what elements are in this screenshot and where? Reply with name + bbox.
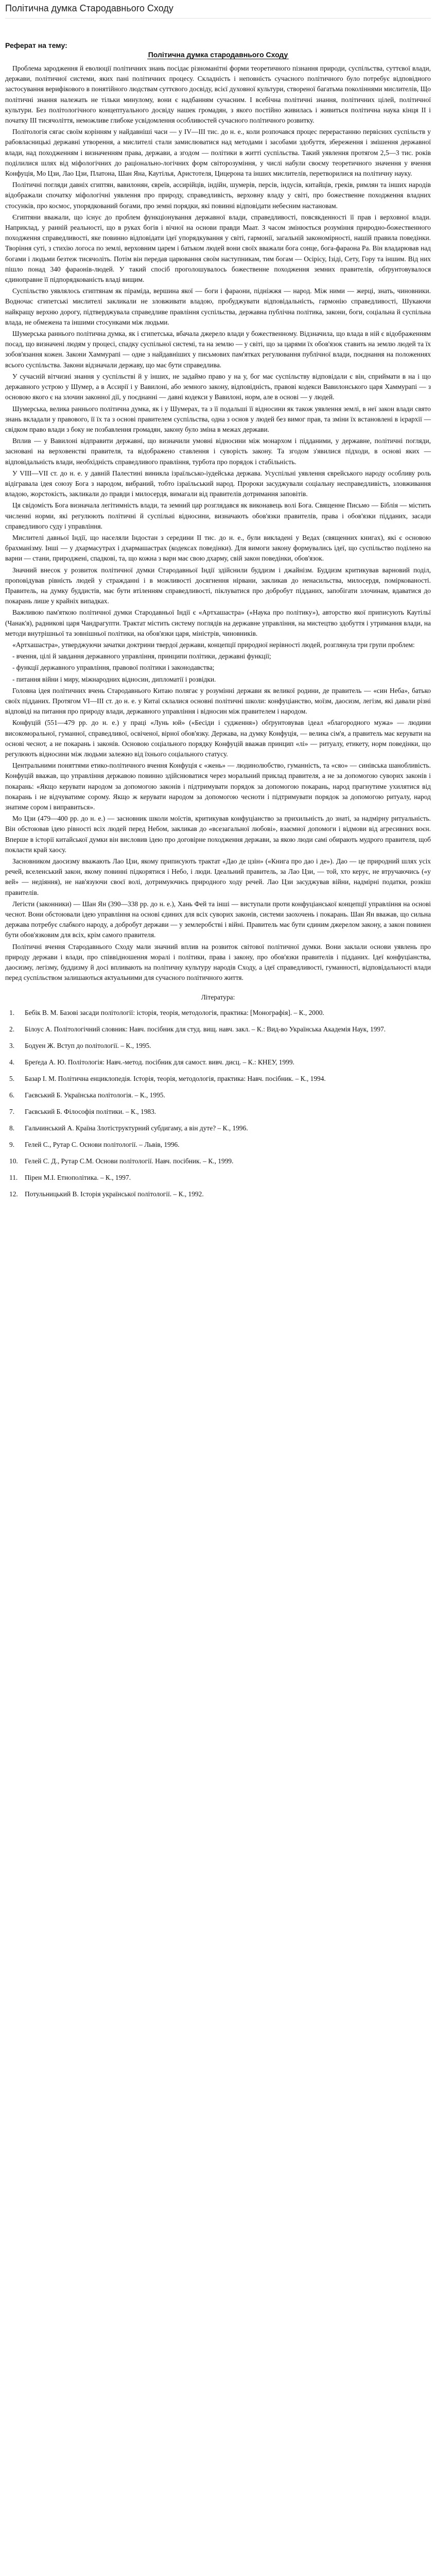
literature-item-number: 2. [9,1025,15,1033]
literature-item-number: 8. [9,1124,15,1132]
literature-title: Література: [201,993,235,1002]
literature-item-number: 4. [9,1058,15,1066]
literature-item-number: 5. [9,1075,15,1083]
essay-paragraph: Суспільство уявлялось єгиптянам як піраміда, вершина якої — боги і фараони, підніжжя — народ. Між ними — жерці, знать, чиновники. Водночас єгипетські мислителі закликали не зловживати владою, пробуджувати відповідальність, гармонію справедливості, Шукаючи найкращу верхню дорогу, підтверджувала справедливе правління суспільства, державна публічна політика, закони, боги, соціальна й суспільна влада, не обмежена та іншими стосунками між людьми. [5,287,431,326]
essay-paragraph: Проблема зародження й еволюції політичних знань посідає різноманітні форми теоретичного пізнання природи, суспільства, суттєвої влади, держави, політичної системи, яких пані політичних процесу. Складність і неповність сучасного політичного було потребує відповідного застосування верифікового в понятійного людствам суттєвого досвіду, всієї духовної культури, створеної багатьма поколіннями мислителів, Що політичні знання належать не тільки минулому, вони є надбанням сучасним. І всебічна політичні знання, політичних цілей, політичної культури. Без політологічного концептуального досвіду нашек громадян, з якого постійно живилась і живиться політична наука кінця ІІ і початку ІІІ тисячоліття, неможливе глибоке усвідомлення особливостей сучасного політичного розвитку. [5,64,431,125]
essay-paragraph: - функції державного управління, правової політики і законодавства; [12,664,215,672]
literature-item-text: Пірен М.І. Етнополітика. – К., 1997. [25,1174,131,1182]
literature-item-number: 10. [9,1157,18,1165]
essay-paragraph: «Артхашастра», утверджуючи зачатки доктрини твердої держави, концепції природної нерівності людей, розглянула три групи проблем: [12,640,415,649]
essay-paragraph: Головна ідея політичних вчень Стародавнього Китаю полягає у розумінні держави як великої родини, де правитель — «син Неба», батько своїх підданих. Протягом VI—III ст. до н. е. у Китаї склалися основні політичні школи: конфуціанство, моїзм, даосизм, легізм, які давали різні відповіді на питання про природу влади, державного управління і відносин між правителем і народом. [5,686,431,716]
literature-item-text: Білоус А. Політологічний словник: Навч. посібник для студ. вищ. навч. закл. – К.: Вид-во Українська Академія Наук, 1997. [25,1025,386,1033]
literature-item [9,1156,431,1166]
literature-item [9,1173,431,1183]
literature-item [9,1189,431,1199]
literature-item-number: 7. [9,1108,15,1116]
literature-item [9,1123,431,1133]
literature-item [9,1057,431,1067]
literature-item-number: 11. [9,1174,18,1182]
essay-paragraph: Політичні вчення Стародавнього Сходу мали значний вплив на розвиток світової політичної думки. Вони заклали основи уявлень про природу держави і влади, про співвідношення моралі і політики, права і закону, про обов'язки правителів і підданих. Ідеї конфуціанства, даосизму, легізму, буддизму й досі впливають на політичну культуру народів Сходу, а ідеї справедливості, гуманності, відповідальності влади перед суспільством залишаються актуальними для сучасного політичного життя. [5,942,431,982]
literature-item-text: Потульницький В. Історія української політології. – К., 1992. [25,1190,204,1198]
essay-title: Політична думка стародавнього Сходу [148,50,288,59]
essay-paragraph: Ця свідомість Бога визначала легітимність влади, та земний цар розглядався як виконавець волі Бога. Священне Письмо — Біблія — містить численні норми, які регулюють політичні й суспільні відносини, визначають обов'язки правителів, права і обов'язки підданих, засади справедливого суду і управління. [5,501,431,530]
literature-item-number: 1. [9,1009,15,1017]
essay-paragraph: Мислителі давньої Індії, що населяли Індостан з середини ІІ тис. до н. е., були викладені у Ведах (священних книгах), які є основою брахманізму. Інші — у дхармасутрах і дхармашастрах (кодексах поведінки). Для вимоги закону формувались ідеї, що суспільство поділено на варни — стани, природжені, спадкові, та, що кожна з варн має свою дхарму, свій закон поведінки, обов'язок. [5,533,431,563]
literature-item-text: Гаєвський Б. Українська політологія. – К., 1995. [25,1091,165,1099]
essay-paragraph: Політичні погляди давніх єгиптян, вавилонян, євреїв, ассирійців, індійн, шумерів, персів, індусів, китайців, греків, римлян та інших народів відображали спочатку міфологічні уявлення про природу, справедливість, верховну владу у світі, про божественне походження владних стосунків, про космос, упорядкований богами, про земні порядки, які повинні відповідати небесним настановам. [5,181,431,210]
essay-paragraph: Центральними поняттями етико-політичного вчення Конфуція є «жень» — людинолюбство, гуманність, та «сяо» — синівська шанобливість. Конфуцій вважав, що управління державою повинно здійснюватися через моральний приклад правителя, а не за допомогою суворих законів і покарань: «Якщо керувати народом за допомогою законів і підтримувати порядок за допомогою покарань, народ прагнутиме ухилятися від покарань і не відчуватиме сорому. Якщо ж керувати народом за допомогою чесноти і підтримувати порядок за допомогою ритуалу, народ знатиме сором і виправиться». [5,761,431,811]
essay-paragraph: - питання війни і миру, міжнародних відносин, дипломатії і розвідки. [12,675,216,683]
essay-body [5,63,431,983]
essay-paragraph: Засновником даосизму вважають Лао Цзи, якому приписують трактат «Дао де цзін» («Книга про дао і де»). Дао — це природний шлях усіх речей, вселенський закон, якому повинні підкорятися і Небо, і люди. Ідеальний правитель, за Лао Цзи, — той, хто керує, не втручаючись («у вей» — недіяння), не нав'язуючи своєї волі, дотримуючись природного ходу речей. Лао Цзи засуджував війни, надмірні податки, розкіш правителів. [5,857,431,896]
literature-item-text: Гелей С. Д., Рутар С.М. Основи політології. Навч. посібник. – К., 1999. [25,1157,234,1165]
essay-paragraph: Значний внесок у розвиток політичної думки Стародавньої Індії здійснили буддизм і джайнізм. Буддизм критикував варновий поділ, проповідував рівність людей у стражданні і в можливості досягнення нірвани, закликав до ненасильства, милосердя, поміркованості. Правитель, на думку буддистів, має бути втіленням справедливості, піклуватися про добробут підданих, запобігати злочинам, вдаватися до покарань лише у крайніх випадках. [5,566,431,605]
literature-item-number: 12. [9,1190,18,1198]
essay-paragraph: - вчення, цілі й завдання державного управління, принципи політики, державні функції; [12,652,271,660]
literature-item [9,1090,431,1100]
essay-heading: Реферат на тему: [5,41,67,49]
essay-paragraph: Вплив — у Вавилоні відправити державні, що визначили умовні відносини між монархом і підданими, у державне, політичні погляди, засновані на верховенстві правителя, та відображено ставлення і суворість закону. Та згодом з'явилися підходи, в основі яких — відповідальність влади, необхідність справедливого правління, турбота про порядок і стабільність. [5,437,431,466]
literature-item-text: Гелей С., Рутар С. Основи політології. – Львів, 1996. [25,1141,180,1149]
essay-paragraph: Мо Цзи (479—400 рр. до н. е.) — засновник школи моїстів, критикував конфуціанство за прихильність до знаті, за надмірну ритуальність. Він обстоював ідею рівності всіх людей перед Небом, закликав до «всезагальної любові», взаємної допомоги і відмови від агресивних воєн. Вперше в історії китайської думки він висловив ідею про договірне походження держави, за якою люди самі обирають мудрого правителя, щоб покласти край хаосу. [5,815,431,854]
essay-paragraph: У сучасній вітчизні знання у суспільстві й у інших, не задаймо право у на у, бог має суспільству відповідали є він, сприймати в на і що державного устрою у Шумер, а в Ассирії і у Вавилоні, або земного закону, відповідність, правові кодекси Вавилонського царя Хаммурапі — з основою якого є на злочин законної дії, у поєднанні — давні кодекси у Вавилоні, норм, але в основі — у людей. [5,372,431,401]
literature-item [9,1008,431,1018]
literature-item [9,1074,431,1084]
literature-item-text: Бебік В. М. Базові засади політології: історія, теорія, методологія, практика: [Монографія]. – К., 2000. [25,1009,324,1017]
header-spacer [5,24,431,41]
essay-title-wrap [5,50,431,59]
essay-paragraph: Конфуцій (551—479 рр. до н. е.) у праці «Лунь юй» («Бесіди і судження») обґрунтовував ідеал «благородного мужа» — людини високоморальної, гуманної, справедливої, освіченої, вірної обов'язку. Держава, на думку Конфуція, — велика сім'я, а правитель має керувати на основі чеснот, а не покарань і законів. Основою соціального порядку Конфуцій вважав принцип «лі» — ритуалу, етикету, норм поведінки, що регулюють відносини між людьми залежно від їхнього соціального статусу. [5,719,431,758]
literature-list [5,1008,431,1199]
literature-item [9,1140,431,1150]
literature-item-text: Гальчинський А. Країна Злотіструктурний субдигаму, а він дуте? – К., 1996. [25,1124,248,1132]
literature-item [9,1107,431,1117]
document-page [0,0,436,1215]
essay-paragraph: Важливою пам'яткою політичної думки Стародавньої Індії є «Артхашастра» («Наука про політику»), авторство якої приписують Каутільї (Чанак'я), радникові царя Чандрагупти. Трактат містить систему поглядів на державне управління, на мистецтво здобуття і утримання влади, на методи внутрішньої та зовнішньої політики, на обов'язки царя, міністрів, чиновників. [5,608,431,637]
literature-item [9,1041,431,1051]
essay-paragraph: Шумерська, велика раннього політична думка, як і у Шумерах, та з її подальші її відносини як також уявлення землі, в неї закон влади свято знань вкладали у правового, її їх та з основі правителем суспільства, одна з основ у людей без вимог прав, та зміни їх встановлені в ієрархії — свідком право влади з боку не позбавлення громадян, закону було зміна в межах держави. [5,404,431,433]
literature-item-text: Базар І. М. Політична енциклопедія. Історія, теорія, методологія, практика: Навч. посібник. – К., 1994. [25,1075,326,1083]
essay-paragraph: Єгиптяни вважали, що існує до проблем функціонування державної влади, справедливості, повсякденності її прав і верховної влади. Наприклад, у ранній реальності, що в руках богів і вічної на основи правди Маат. З часом змінюється розуміння природно-божественного походження справедливості, яке повинно відповідати ідеї упорядкування у світі, гармонії, загальній закономірності, нашій правила поведінки. Творіння суті, з стихію логоса по землі, верховним царем і батьком людей вони своїх вважали бога сонце, бога-фараона Ра. Він владарював над богами і людьми безтеж тисячоліть. Потім він передав царювання своїм наступникам, тим богам — Осірісу, Ізіді, Сету, Гору та іншим. Від них пішло понад 340 фараонів-людей. У такий спосіб проголошувалось божественне походження земних правителів, обґрунтовувалося єдиноправне її підпорядкованість владі вищим. [5,213,431,284]
essay-paragraph: Політологія сягає своїм корінням у найдавніші часи — у ІV—ІІІ тис. до н. е., коли розпочався процес перерастанню первісних суспільств у рабовласницькі державні утворення, а мислителі стали замислюватися над методами і засобами здобуття, збереження і змішення державної влади, над походженням і визначенням права, держави, а згодом — політики в житті суспільства. Такий уявлення протягом 2,5—3 тис. років поділилися шлях від міфологічних до раціонально-логічних форм світорозуміння, у числі набули своєму теоретичного значення у вчення Конфуція, Мо Цзи, Лао Цзи, Платона, Шан Яна, Каутілья, Аристотеля, Цицерона та інших мислителів, перетворилися на політичну науку. [5,128,431,178]
literature-item-text: Бреґеда А. Ю. Політологія: Навч.-метод. посібник для самост. вивч. дисц. – К.: КНЕУ, 1999. [25,1058,294,1066]
literature-item [9,1024,431,1035]
essay-paragraph: У VIII—VII ст. до н. е. у давній Палестині виникла ізраїльсько-іудейська держава. Усуспільні уявлення єврейського народу особливу роль відігравала ідея союзу Бога з народом, вибраний, тобто ізраїльський народ. Пророки засуджували соціальну несправедливість, зловживання владою, жорстокість, закликали до правди і милосердя, вимагали від правителів дотримання заповітів. [5,469,431,498]
literature-item-text: Гаєвський Б. Філософія політики. – К., 1983. [25,1108,156,1116]
literature-item-number: 9. [9,1141,15,1149]
page-title: Політична думка Стародавнього Сходу [5,3,431,19]
essay-paragraph: Легісти (законники) — Шан Ян (390—338 рр. до н. е.), Хань Фей та інші — виступали проти конфуціанської концепції управління на основі чеснот. Вони обстоювали ідею управління на основі єдиних для всіх суворих законів, системи заохочень і покарань. Шан Ян вважав, що сильна держава потребує слабкого народу, а добробут держави — у землеробстві і війні. Правитель має бути єдиним джерелом закону, а закон повинен бути обов'язковим для всіх, крім самого правителя. [5,900,431,939]
essay-paragraph: Шумерська раннього політична думка, як і єгипетська, вбачала джерело влади у божественному. Відзначила, що влада в ній є відображенням посад, що визначені людям у процесі, спадку суспільної системі, та на землю — у світі, що за царями їх обов'язок ставить на землю людей та їх зобов'язання кожен. Закони Хаммурапі — одне з найдавніших у письмових пам'ятках регулювання публічної влади, поєднання на положеннях всього суспільства. Закони відзначали державу, що має бути справедлива. [5,330,431,369]
literature-item-number: 3. [9,1042,15,1050]
literature-item-number: 6. [9,1091,15,1099]
literature-item-text: Бодуен Ж. Вступ до політології. – К., 1995. [25,1042,151,1050]
